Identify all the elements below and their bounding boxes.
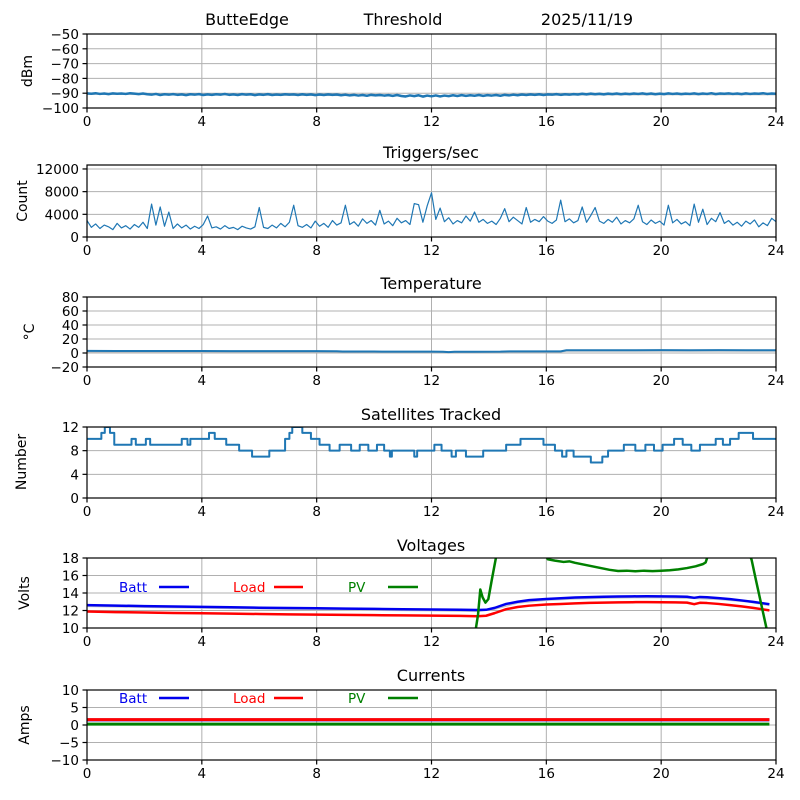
legend-label-load: Load — [233, 580, 266, 596]
y-tick-label: 12 — [61, 603, 79, 620]
x-tick-label: 0 — [82, 114, 92, 130]
x-tick-label: 0 — [82, 504, 92, 520]
x-tick-label: 0 — [82, 634, 92, 650]
legend-label-pv: PV — [348, 691, 366, 707]
x-tick-label: 24 — [767, 766, 785, 782]
y-axis-label-degc: °C — [22, 323, 38, 341]
y-tick-label: 8000 — [44, 184, 79, 201]
chart-2 — [51, 290, 785, 389]
y-axis-label-number: Number — [14, 433, 30, 491]
chart-2-grid — [87, 297, 776, 367]
chart-4-grid — [87, 558, 776, 628]
x-tick-label: 12 — [422, 634, 441, 650]
y-tick-label: 14 — [61, 586, 79, 602]
x-tick-label: 16 — [537, 504, 555, 520]
legend-label-pv: PV — [348, 580, 366, 596]
y-tick-label: 10 — [61, 683, 79, 699]
x-tick-label: 4 — [197, 114, 207, 130]
y-tick-label: 0 — [70, 346, 79, 362]
chart-title-voltages: Voltages — [396, 536, 466, 555]
header-date: 2025/11/19 — [540, 10, 634, 29]
y-tick-label: −5 — [59, 735, 79, 752]
y-axis-label-volts: Volts — [17, 576, 33, 610]
y-tick-label: 40 — [61, 318, 79, 334]
y-axis-label-count: Count — [15, 180, 31, 222]
y-tick-label: −10 — [50, 753, 79, 769]
y-tick-label: 10 — [61, 621, 79, 637]
y-tick-label: 12 — [61, 420, 79, 436]
y-tick-label: 0 — [70, 718, 79, 734]
x-tick-label: 8 — [312, 504, 321, 520]
chart-5 — [51, 683, 785, 782]
x-tick-label: 16 — [537, 373, 555, 389]
chart-title-temperature: Temperature — [380, 274, 482, 293]
chart-5-legend — [119, 691, 418, 707]
y-tick-label: 12000 — [36, 161, 79, 178]
x-tick-label: 20 — [652, 114, 670, 130]
y-tick-label: 0 — [70, 230, 79, 246]
y-tick-label: 20 — [61, 332, 79, 348]
y-tick-label: −80 — [50, 71, 79, 88]
x-tick-label: 8 — [312, 373, 321, 389]
header-station-name: ButteEdge — [205, 10, 289, 29]
x-tick-label: 4 — [197, 243, 207, 259]
x-tick-label: 24 — [767, 114, 785, 130]
x-tick-label: 16 — [537, 634, 555, 650]
x-tick-label: 20 — [652, 373, 670, 389]
x-tick-label: 16 — [537, 766, 555, 782]
chart-5-ticks — [83, 690, 777, 765]
y-tick-label: −20 — [50, 360, 79, 376]
y-tick-label: 4 — [70, 467, 79, 484]
chart-title-triggers: Triggers/sec — [383, 143, 479, 162]
chart-3 — [62, 420, 785, 520]
x-tick-label: 12 — [422, 243, 441, 259]
y-tick-label: −90 — [50, 86, 79, 103]
legend-label-load: Load — [233, 691, 266, 707]
chart-5-series — [87, 720, 769, 725]
y-tick-label: −50 — [50, 27, 79, 43]
chart-1 — [36, 162, 785, 259]
chart-3-tick-labels — [62, 420, 785, 520]
x-tick-label: 0 — [82, 766, 92, 782]
x-tick-label: 4 — [197, 634, 207, 650]
x-tick-label: 8 — [312, 634, 321, 650]
x-tick-label: 4 — [197, 504, 207, 520]
x-tick-label: 20 — [652, 634, 670, 650]
x-tick-label: 4 — [197, 766, 207, 782]
x-tick-label: 12 — [422, 114, 441, 130]
y-tick-label: 18 — [61, 551, 79, 567]
y-tick-label: 0 — [70, 491, 79, 507]
x-tick-label: 8 — [312, 766, 321, 782]
chart-2-ticks — [83, 297, 777, 372]
chart-4-legend — [119, 580, 418, 596]
chart-0-ticks — [83, 34, 777, 113]
x-tick-label: 20 — [652, 243, 670, 259]
y-tick-label: 16 — [61, 568, 79, 585]
x-tick-label: 4 — [197, 373, 207, 389]
x-tick-label: 20 — [652, 766, 670, 782]
x-tick-label: 24 — [767, 243, 785, 259]
y-tick-label: 8 — [70, 443, 79, 460]
x-tick-label: 0 — [82, 243, 92, 259]
x-tick-label: 12 — [422, 504, 441, 520]
legend-label-batt: Batt — [119, 580, 148, 596]
y-tick-label: 60 — [61, 304, 79, 320]
y-tick-label: 5 — [70, 700, 79, 717]
chart-title-currents: Currents — [396, 666, 466, 685]
y-tick-label: −70 — [50, 56, 79, 73]
y-axis-label-dbm: dBm — [20, 54, 36, 88]
y-axis-label-amps: Amps — [17, 705, 33, 745]
chart-1-grid — [87, 165, 776, 237]
chart-1-tick-labels — [36, 162, 785, 259]
y-tick-label: 80 — [61, 290, 79, 306]
x-tick-label: 20 — [652, 504, 670, 520]
x-tick-label: 12 — [422, 766, 441, 782]
y-tick-label: 4000 — [44, 207, 79, 224]
x-tick-label: 16 — [537, 114, 555, 130]
chart-4 — [62, 549, 785, 650]
y-tick-label: −100 — [41, 101, 79, 117]
x-tick-label: 24 — [767, 634, 785, 650]
chart-4-tick-labels — [62, 551, 785, 650]
x-tick-label: 8 — [312, 243, 321, 259]
chart-3-grid — [87, 427, 776, 498]
x-tick-label: 12 — [422, 373, 441, 389]
chart-title-satellites: Satellites Tracked — [360, 405, 502, 424]
legend-label-batt: Batt — [119, 691, 148, 707]
x-tick-label: 24 — [767, 373, 785, 389]
y-tick-label: −60 — [50, 41, 79, 58]
chart-0 — [42, 27, 785, 130]
header-plot-title: Threshold — [363, 10, 443, 29]
x-tick-label: 24 — [767, 504, 785, 520]
x-tick-label: 16 — [537, 243, 555, 259]
x-tick-label: 8 — [312, 114, 321, 130]
chart-1-ticks — [83, 169, 777, 242]
x-tick-label: 0 — [82, 373, 92, 389]
